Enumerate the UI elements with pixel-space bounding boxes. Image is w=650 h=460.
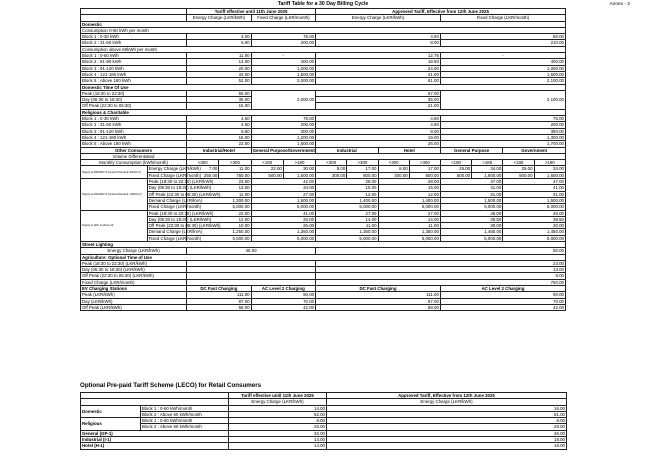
table-cell: Fixed Charge (LKR/month) — [148, 235, 202, 241]
table-cell: 52.00 — [229, 411, 327, 417]
table-cell: Peak (18:30 to 22:30) (LKR/kWh) — [148, 210, 214, 216]
table-cell: Day (LKR/kWh) — [81, 298, 187, 304]
table-cell: Peak (18:30 to 22:30) (LKR/kWh) — [148, 179, 214, 185]
table-cell: Energy Charge (LKR/kWh) — [229, 399, 327, 405]
table-cell: DC Fast Charging — [316, 286, 441, 292]
table-cell: 5,000.00 — [378, 204, 440, 210]
table-cell: >180 — [534, 160, 565, 166]
table-cell: 5,000.00 — [503, 235, 566, 241]
table-cell: >180 — [283, 160, 315, 166]
table-cell: Off Peak (22:30 to 05:30) (LKR/kWh) — [148, 223, 221, 229]
table-cell: 55.00 — [187, 90, 252, 96]
table-cell: 1,500.00 — [283, 172, 315, 178]
table-cell: Block 1 : 0-60 kWh/month — [141, 405, 229, 411]
table-cell: 27.00 — [378, 210, 440, 216]
table-cell: Tariff effective until 11th June 2025 — [187, 9, 316, 15]
table-cell: 18.50 — [316, 59, 441, 65]
table-cell: 87.00 — [187, 298, 252, 304]
table-cell: >180 — [472, 160, 503, 166]
table-cell: 1,350.00 — [378, 229, 440, 235]
table-cell: 22.00 — [251, 166, 283, 172]
table-cell: <180 — [251, 160, 283, 166]
table-cell: 87.00 — [316, 298, 441, 304]
table-cell: 20.00 — [187, 65, 252, 71]
table-cell: 1,250.00 — [187, 229, 252, 235]
table-cell: <180 — [440, 160, 471, 166]
table-cell: 750.00 — [219, 172, 251, 178]
table-cell: Block 5 : Above 180 kWh — [81, 141, 187, 147]
table-cell: 1,700.00 — [440, 141, 565, 147]
table-cell: 36.00 — [327, 430, 567, 436]
table-cell: Energy Charge (LKR/kWh) — [316, 15, 441, 21]
table-cell: Hotel — [378, 147, 440, 153]
table-cell: Consumption above 60kWh per month — [81, 46, 566, 52]
table-cell: Off Peak (22:30 to 05:30) (LKR/kWh) — [148, 191, 221, 197]
table-cell: 17.00 — [409, 166, 440, 172]
table-cell: 34.00 — [251, 185, 316, 191]
table-cell: 14.00 — [229, 437, 327, 443]
table-cell: 8.00 — [316, 128, 441, 134]
table-cell: 23.00 — [187, 179, 252, 185]
table-cell: 8.00 — [229, 418, 327, 424]
table-cell: 5,000.00 — [316, 204, 378, 210]
annex-label: Annex - 2 — [609, 2, 630, 7]
table-cell: Block 2 : 31-60 kWh — [81, 40, 187, 46]
table-cell: General (GP-1) — [81, 430, 229, 436]
table-cell: Agriculture: Optional Time of Use — [81, 254, 566, 260]
table-cell: 300.00 — [316, 172, 347, 178]
table-cell: 18.00 — [327, 437, 567, 443]
table-cell: Block 5 : Above 180 kWh — [81, 78, 187, 84]
table-cell: 1,400.00 — [316, 197, 378, 203]
table-cell: Day (05:30 to 18:30) (LKR/kWh) — [148, 216, 212, 222]
table-cell: 6.50 — [187, 128, 252, 134]
table-cell: 80.00 — [440, 34, 565, 40]
table-cell: Consumption 0-60 kWh per month — [81, 27, 566, 33]
table-cell: Fixed Charge (LKR/month) — [251, 15, 316, 21]
table-row — [81, 304, 566, 310]
table-cell: Day (05:30 to 18:30) (LKR/kWh) — [148, 185, 212, 191]
table-cell: 27.00 — [316, 210, 378, 216]
table-cell: Industrial — [316, 147, 378, 153]
table-cell: 14.00 — [229, 405, 327, 411]
table-cell: 33.00 — [251, 216, 316, 222]
table-cell: 39.50 — [440, 216, 502, 222]
table-cell: 400.00 — [251, 59, 316, 65]
table-cell: 1,350.00 — [316, 229, 378, 235]
table-cell: 19.00 — [316, 134, 441, 140]
table-cell: Block 1 : 0-30 kWh — [81, 34, 187, 40]
table-cell: Industrial (I-1) — [81, 437, 229, 443]
table-cell: 11.00 — [378, 223, 440, 229]
table-cell: 1,500.00 — [503, 197, 566, 203]
table-cell: 1,450.00 — [503, 229, 566, 235]
table-cell: Fixed Charge (LKR/month) — [440, 15, 565, 21]
table-cell: Government — [503, 147, 566, 153]
table-cell: 35.00 — [316, 97, 441, 103]
table-cell: - — [251, 53, 316, 59]
table-cell: Off Peak (22:30 to 05:30) — [81, 103, 187, 109]
table-cell: 47.00 — [503, 179, 566, 185]
table-cell: Off Peak (22:30 to 05:30) (LKR/kWh) — [81, 273, 187, 279]
table-cell: 1,600.00 — [251, 141, 316, 147]
table-cell: 4.00 — [187, 34, 252, 40]
table-cell: 500.00 — [251, 172, 283, 178]
table-cell: Domestic — [81, 21, 566, 27]
table-cell: 41.00 — [316, 71, 441, 77]
table-cell: Demand Charge (LKR/kVA) — [148, 197, 203, 203]
table-cell: 75.00 — [251, 116, 316, 122]
table-cell: 70.00 — [251, 298, 316, 304]
table-cell: General Purpose/Government — [252, 147, 315, 153]
table-cell: 5,000.00 — [251, 204, 316, 210]
prepaid-title: Optional Pre-paid Tariff Scheme (LECO) for Retail Consumers — [80, 382, 262, 389]
table-cell: 5,000.00 — [440, 204, 502, 210]
table-cell: 1,500.00 — [251, 71, 316, 77]
table-cell: 200.00 — [440, 122, 565, 128]
table-cell: 90.00 — [440, 292, 565, 298]
table-cell: Energy Charge (LKR/kWh) — [327, 399, 567, 405]
table-cell: 5,000.00 — [187, 204, 252, 210]
table-cell: Monthly Consumption (kWh/month) — [81, 160, 187, 166]
table-cell: DC Fast Charging — [187, 286, 252, 292]
table-cell: Fixed Charge (LKR/month) — [81, 279, 187, 285]
table-cell: Demand Charge (LKR/kVA) — [148, 229, 203, 235]
table-cell: 15.00 — [187, 103, 252, 109]
table-cell: 23.00 — [316, 260, 566, 266]
table-cell: 25.00 — [229, 424, 327, 430]
table-cell: 14.00 — [187, 59, 252, 65]
table-cell: 24.00 — [316, 65, 441, 71]
table-cell: 1,000.00 — [251, 65, 316, 71]
table-cell: 18.00 — [327, 443, 567, 449]
table-cell: 111.00 — [316, 292, 441, 298]
table-cell: Block 3 : 91-120 kWh — [81, 65, 187, 71]
table-cell: 1,450.00 — [440, 229, 502, 235]
table-cell: 42.00 — [251, 179, 316, 185]
table-cell: >300 — [219, 160, 251, 166]
table-cell: 28.00 — [316, 179, 378, 185]
table-cell: 111.00 — [187, 292, 252, 298]
table-cell: 1,500.00 — [440, 197, 502, 203]
table-cell: Supply at 11kV & above (3) — [81, 210, 148, 241]
table-cell: 50.00 — [316, 248, 566, 254]
table-cell: 41.00 — [440, 185, 502, 191]
table-cell: 41.00 — [251, 210, 316, 216]
table-cell: 5,000.00 — [316, 235, 378, 241]
table-cell: Hotel (H-1) — [81, 443, 229, 449]
table-cell: 39.50 — [503, 216, 566, 222]
table-cell: 500.00 — [503, 172, 534, 178]
table-cell: 750.00 — [316, 279, 566, 285]
table-cell: 4.50 — [316, 116, 441, 122]
table-cell: Tariff Table for a 30 Day Billing Cycle — [277, 1, 369, 8]
table-cell: EV Charging Stations — [81, 286, 187, 292]
table-cell: 250.00 — [187, 172, 219, 178]
table-cell: 30.00 — [503, 223, 566, 229]
table-cell: 11.00 — [187, 53, 252, 59]
table-cell: 5,000.00 — [503, 204, 566, 210]
table-cell: Domestic — [81, 405, 141, 418]
table-cell: 58.00 — [187, 304, 252, 310]
table-cell: 11.00 — [187, 191, 252, 197]
table-cell: 15.00 — [316, 185, 378, 191]
table-cell: >300 — [347, 160, 378, 166]
table-cell: Supply at 400/230V & Contract Demand >42kVA (2) — [81, 179, 148, 210]
table-cell: 350.00 — [440, 128, 565, 134]
table-cell: 5,000.00 — [378, 235, 440, 241]
table-cell: Street Lighting — [81, 241, 566, 247]
table-cell: 1,000.00 — [440, 65, 565, 71]
table-cell: 1,500.00 — [440, 71, 565, 77]
table-cell: 400.00 — [440, 59, 565, 65]
table-cell: 31.00 — [440, 191, 502, 197]
table-row — [81, 443, 567, 449]
table-cell: - — [440, 53, 565, 59]
table-cell: 210.00 — [440, 40, 565, 46]
table-cell: Volume Differentiated — [81, 153, 187, 159]
table-cell: 14.00 — [229, 443, 327, 449]
table-cell: Day (05:30 to 18:30) — [81, 97, 187, 103]
table-cell: Peak (18:30 to 22:30) (LKR/kWh) — [81, 260, 187, 266]
table-cell: 17.00 — [347, 166, 378, 172]
table-cell: 2,000.00 — [251, 78, 316, 84]
table-cell: 5,000.00 — [251, 235, 316, 241]
table-cell: 4.50 — [316, 34, 441, 40]
table-cell: 1,400.00 — [378, 197, 440, 203]
table-cell: Block 2 : 31-60 kWh — [81, 122, 187, 128]
table-cell: 16.00 — [327, 405, 567, 411]
table-cell: 11.00 — [219, 166, 251, 172]
table-cell: 15.00 — [378, 185, 440, 191]
table-cell: Religious — [81, 418, 141, 431]
table-cell: AC Level 2 Charging — [440, 286, 565, 292]
table-cell: <300 — [187, 160, 219, 166]
table-cell: 32.00 — [229, 430, 327, 436]
table-cell: 35.00 — [187, 97, 252, 103]
table-cell: 1,500.00 — [251, 197, 316, 203]
table-cell: 34.00 — [534, 166, 565, 172]
table-cell: 500.00 — [440, 172, 471, 178]
table-cell: Supply at 400/230V & Contract Demand<42kVA (1) — [81, 166, 148, 179]
table-cell: 52.00 — [187, 78, 252, 84]
table-cell: Energy Charge (LKR/kWh) — [148, 166, 201, 172]
table-cell: 41.00 — [503, 185, 566, 191]
table-cell: 5,000.00 — [187, 235, 252, 241]
table-cell: 75.00 — [251, 34, 316, 40]
table-cell: 47.00 — [440, 179, 502, 185]
table-cell: Block 1 : 0-30 kWh — [81, 116, 187, 122]
table-cell: 1,350.00 — [251, 229, 316, 235]
table-cell: 8.00 — [378, 166, 409, 172]
table-cell: 4.50 — [316, 122, 441, 128]
table-cell: 46.00 — [440, 210, 502, 216]
table-cell: 25.00 — [440, 166, 471, 172]
table-cell: 61.00 — [316, 78, 441, 84]
table-cell: Domestic Time Of Use — [81, 84, 566, 90]
table-cell: 26.00 — [316, 141, 441, 147]
table-cell: General Purpose — [440, 147, 502, 153]
table-cell: 1,600.00 — [534, 172, 565, 178]
table-cell: 6.00 — [187, 40, 252, 46]
table-cell: Block 4 : 121-180 kWh — [81, 134, 187, 140]
table-cell: 2,000.00 — [251, 90, 316, 109]
table-cell: 31.00 — [503, 191, 566, 197]
table-cell: Approved Tariff, Effective from 12th June 2025 — [327, 393, 567, 399]
table-cell: 42.00 — [440, 304, 565, 310]
table-cell: Block 2 : Above 60 kWh/month — [141, 411, 229, 417]
table-cell: Peak (18:30 to 22:30) — [81, 90, 187, 96]
table-cell: 300.00 — [378, 172, 409, 178]
prepaid-table — [80, 392, 567, 450]
table-cell: AC Level 2 Charging — [251, 286, 316, 292]
table-cell: Off Peak (LKR/kWh) — [81, 304, 187, 310]
table-cell: 14.00 — [316, 216, 378, 222]
table-cell: 800.00 — [347, 172, 378, 178]
table-cell: 2,100.00 — [440, 78, 565, 84]
table-cell: 58.00 — [316, 304, 441, 310]
table-cell: Block 1 : 0-60 kWh/month — [141, 418, 229, 424]
table-cell: 1,300.00 — [440, 134, 565, 140]
table-cell: 70.00 — [440, 298, 565, 304]
table-cell: Fixed Charge (LKR/month) — [148, 204, 202, 210]
table-cell: Block 1 : 0-60 kWh — [81, 53, 187, 59]
table-cell: 30.00 — [440, 223, 502, 229]
table-cell: 8.00 — [316, 273, 566, 279]
table-cell: 4.50 — [187, 116, 252, 122]
table-cell: 34.00 — [472, 166, 503, 172]
table-cell: 1,600.00 — [472, 172, 503, 178]
table-cell: Fixed Charge (LKR/month) — [148, 172, 202, 178]
table-cell: 75.00 — [440, 116, 565, 122]
table-cell: 7.00 — [187, 166, 219, 172]
table-cell: Industrial/Hotel — [187, 147, 252, 153]
table-cell: 90.00 — [251, 292, 316, 298]
table-cell: 1,300.00 — [187, 197, 252, 203]
table-cell: 45.00 — [187, 248, 316, 254]
table-cell: 22.00 — [187, 141, 252, 147]
table-cell: Block 2 : Above 60 kWh/month — [141, 424, 229, 430]
table-cell: <180 — [503, 160, 534, 166]
table-cell: 42.00 — [251, 304, 316, 310]
table-cell: 2,100.00 — [440, 90, 565, 109]
table-cell: 28.00 — [378, 179, 440, 185]
table-cell: 1,200.00 — [251, 134, 316, 140]
table-cell: Block 4 : 121-180 kWh — [81, 71, 187, 77]
table-cell: 10.00 — [187, 223, 252, 229]
table-cell: 28.00 — [327, 424, 567, 430]
table-cell: 8.00 — [316, 166, 347, 172]
table-cell: <300 — [316, 160, 347, 166]
table-cell: 33.00 — [187, 71, 252, 77]
table-cell: <300 — [378, 160, 409, 166]
table-cell: Day (05:30 to 18:30) (LKR/kWh) — [81, 267, 187, 273]
table-cell: 13.00 — [187, 185, 252, 191]
table-cell: 800.00 — [409, 172, 440, 178]
table-cell: 5,000.00 — [440, 235, 502, 241]
table-cell: Energy Charge (LKR/kWh) — [81, 248, 187, 254]
table-cell: 4.50 — [187, 122, 252, 128]
table-cell: 15.00 — [187, 134, 252, 140]
table-cell: Approved Tariff, Effective from 12th June 2025 — [316, 9, 566, 15]
table-cell: 13.00 — [316, 267, 566, 273]
table-cell: >300 — [409, 160, 440, 166]
table-cell: Tariff effective until 11th June 2025 — [229, 393, 327, 399]
tariff-table — [80, 2, 566, 311]
table-cell: 300.00 — [251, 128, 316, 134]
table-cell: 30.00 — [283, 166, 315, 172]
table-cell: 200.00 — [251, 122, 316, 128]
table-cell: 14.00 — [378, 216, 440, 222]
table-cell: 26.00 — [251, 223, 316, 229]
table-cell: Block 2 : 61-90 kWh — [81, 59, 187, 65]
table-cell: 21.00 — [316, 103, 441, 109]
table-cell: 11.00 — [316, 223, 378, 229]
table-cell: 12.75 — [316, 53, 441, 59]
table-cell: Religious & Charitable — [81, 109, 566, 115]
table-cell: 67.00 — [316, 90, 441, 96]
table-cell: 27.00 — [251, 191, 316, 197]
table-cell: Block 3 : 91-120 kWh — [81, 128, 187, 134]
table-cell: Energy Charge (LKR/kWh) — [187, 15, 252, 21]
table-cell: 12.00 — [378, 191, 440, 197]
table-cell: 25.00 — [503, 166, 534, 172]
table-cell: 200.00 — [251, 40, 316, 46]
table-cell: 12.00 — [316, 191, 378, 197]
table-cell: 46.00 — [503, 210, 566, 216]
table-cell: Other Consumers — [81, 147, 187, 153]
table-cell: 61.00 — [327, 411, 567, 417]
table-cell: 8.00 — [327, 418, 567, 424]
table-cell: 8.00 — [316, 40, 441, 46]
table-cell: 12.00 — [187, 216, 252, 222]
table-cell: Peak (LKR/kWh) — [81, 292, 187, 298]
table-cell: 22.00 — [187, 210, 252, 216]
